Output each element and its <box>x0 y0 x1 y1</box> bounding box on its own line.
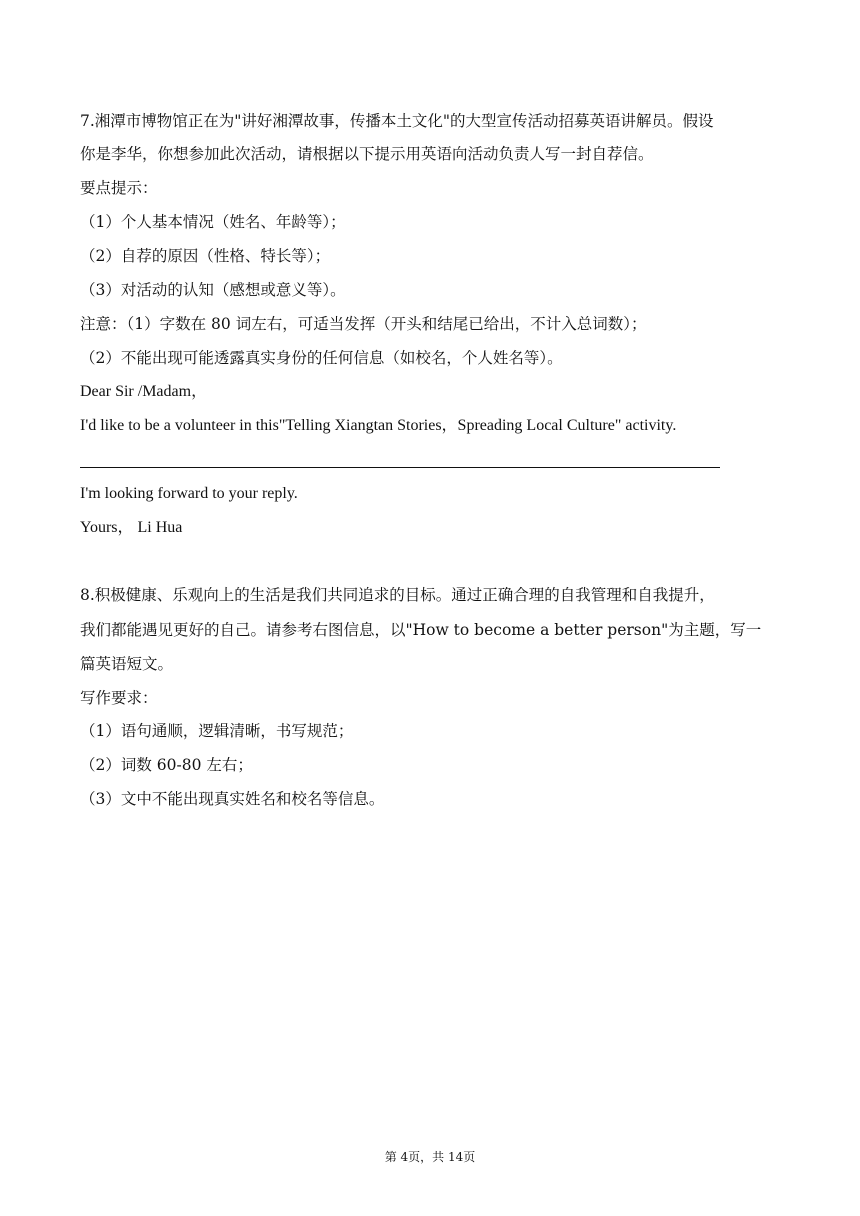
q7-prompt-line-1: 7.湘潭市博物馆正在为"讲好湘潭故事，传播本土文化"的大型宣传活动招募英语讲解员。假设 <box>80 112 714 130</box>
q8-requirement-3: （3）文中不能出现真实姓名和校名等信息。 <box>80 790 385 808</box>
q7-prompt-line-2: 你是李华，你想参加此次活动，请根据以下提示用英语向活动负责人写一封自荐信。 <box>80 145 654 163</box>
q7-letter-signoff: Yours， Li Hua <box>80 519 183 536</box>
page-footer: 第 4页，共 14页 <box>384 1150 476 1164</box>
q8-prompt-line-3: 篇英语短文。 <box>80 655 174 673</box>
q7-tip-2: （2）自荐的原因（性格、特长等）； <box>80 247 331 265</box>
q7-tip-3: （3）对活动的认知（感想或意义等）。 <box>80 281 346 299</box>
q8-requirement-2: （2）词数 60-80 左右； <box>80 756 253 774</box>
q7-letter-closing: I'm looking forward to your reply. <box>80 485 298 502</box>
q8-prompt-line-2: 我们都能遇见更好的自己。请参考右图信息，以"How to become a better person"为主题，写一 <box>80 621 762 639</box>
q7-letter-opening: I'd like to be a volunteer in this"Telling Xiangtan Stories，Spreading Local Culture" activity. <box>80 417 677 434</box>
q7-note-2: （2）不能出现可能透露真实身份的任何信息（如校名，个人姓名等）。 <box>80 349 563 367</box>
q8-prompt-line-1: 8.积极健康、乐观向上的生活是我们共同追求的目标。通过正确合理的自我管理和自我提升， <box>80 586 715 604</box>
q7-tips-heading: 要点提示： <box>80 179 158 197</box>
answer-line <box>80 467 720 468</box>
q8-requirement-1: （1）语句通顺，逻辑清晰，书写规范； <box>80 722 354 740</box>
q7-tip-1: （1）个人基本情况（姓名、年龄等）； <box>80 213 346 231</box>
q7-letter-greeting: Dear Sir /Madam， <box>80 383 208 400</box>
q7-note-1: 注意：（1）字数在 80 词左右，可适当发挥（开头和结尾已给出，不计入总词数）； <box>80 315 647 333</box>
q8-requirements-heading: 写作要求： <box>80 689 158 707</box>
